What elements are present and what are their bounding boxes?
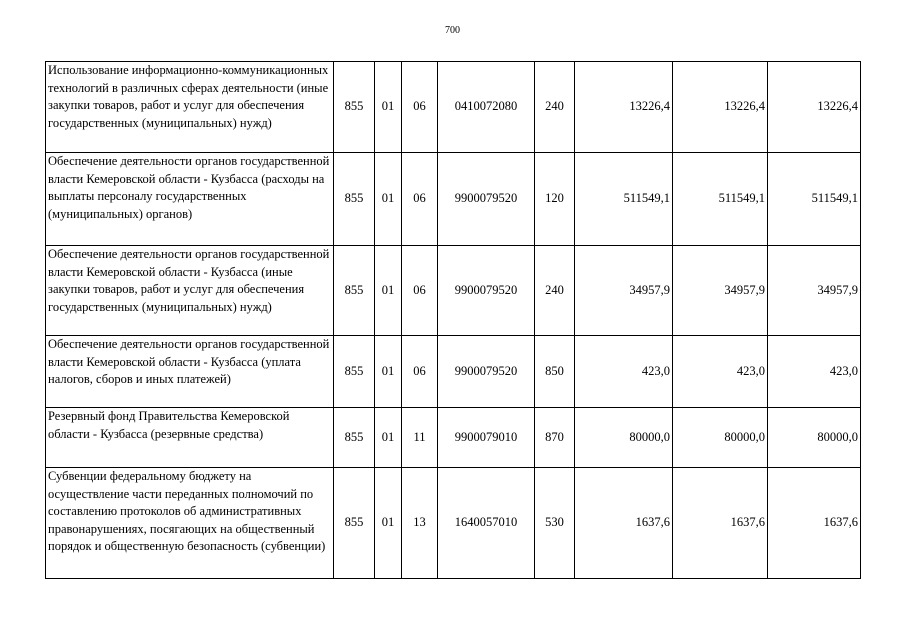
subsection-code-cell: 06	[402, 336, 438, 408]
subsection-code-cell: 06	[402, 62, 438, 153]
section-code-cell: 01	[375, 62, 402, 153]
expense-type-cell: 850	[535, 336, 575, 408]
row-name-cell: Субвенции федеральному бюджету на осуществление части переданных полномочий по составлению протоколов об административных правонарушениях, посягающих на общественный порядок и общественную безопасность (субвенции)	[46, 468, 334, 579]
row-name-cell: Использование информационно-коммуникационных технологий в различных сферах деятельности (иные закупки товаров, работ и услуг для обеспечения государственных (муниципальных) нужд)	[46, 62, 334, 153]
ministry-code-cell: 855	[334, 246, 375, 336]
ministry-code-cell: 855	[334, 408, 375, 468]
section-code-cell: 01	[375, 336, 402, 408]
sum-year3-cell: 80000,0	[768, 408, 861, 468]
sum-year1-cell: 1637,6	[575, 468, 673, 579]
ministry-code-cell: 855	[334, 62, 375, 153]
page-number: 700	[445, 25, 460, 36]
ministry-code-cell: 855	[334, 336, 375, 408]
sum-year1-cell: 34957,9	[575, 246, 673, 336]
expense-type-cell: 240	[535, 246, 575, 336]
section-code-cell: 01	[375, 246, 402, 336]
target-article-cell: 1640057010	[438, 468, 535, 579]
sum-year3-cell: 34957,9	[768, 246, 861, 336]
sum-year1-cell: 511549,1	[575, 153, 673, 246]
sum-year3-cell: 511549,1	[768, 153, 861, 246]
target-article-cell: 9900079520	[438, 153, 535, 246]
table-row	[46, 246, 861, 336]
row-name-cell: Обеспечение деятельности органов государственной власти Кемеровской области - Кузбасса (расходы на выплаты персоналу государственных (муниципальных) органов)	[46, 153, 334, 246]
sum-year2-cell: 423,0	[673, 336, 768, 408]
sum-year1-cell: 423,0	[575, 336, 673, 408]
sum-year2-cell: 13226,4	[673, 62, 768, 153]
sum-year2-cell: 1637,6	[673, 468, 768, 579]
section-code-cell: 01	[375, 468, 402, 579]
row-name-cell: Обеспечение деятельности органов государственной власти Кемеровской области - Кузбасса (иные закупки товаров, работ и услуг для обеспечения государственных (муниципальных) нужд)	[46, 246, 334, 336]
sum-year2-cell: 34957,9	[673, 246, 768, 336]
target-article-cell: 9900079520	[438, 336, 535, 408]
table-row	[46, 408, 861, 468]
sum-year1-cell: 80000,0	[575, 408, 673, 468]
expense-type-cell: 870	[535, 408, 575, 468]
sum-year2-cell: 511549,1	[673, 153, 768, 246]
subsection-code-cell: 06	[402, 153, 438, 246]
row-name-cell: Обеспечение деятельности органов государственной власти Кемеровской области - Кузбасса (уплата налогов, сборов и иных платежей)	[46, 336, 334, 408]
table-row	[46, 62, 861, 153]
expense-type-cell: 240	[535, 62, 575, 153]
target-article-cell: 0410072080	[438, 62, 535, 153]
sum-year3-cell: 423,0	[768, 336, 861, 408]
section-code-cell: 01	[375, 153, 402, 246]
ministry-code-cell: 855	[334, 468, 375, 579]
target-article-cell: 9900079010	[438, 408, 535, 468]
ministry-code-cell: 855	[334, 153, 375, 246]
table-row	[46, 468, 861, 579]
sum-year1-cell: 13226,4	[575, 62, 673, 153]
sum-year3-cell: 1637,6	[768, 468, 861, 579]
budget-table	[45, 61, 861, 579]
expense-type-cell: 120	[535, 153, 575, 246]
row-name-cell: Резервный фонд Правительства Кемеровской области - Кузбасса (резервные средства)	[46, 408, 334, 468]
target-article-cell: 9900079520	[438, 246, 535, 336]
subsection-code-cell: 11	[402, 408, 438, 468]
table-row	[46, 336, 861, 408]
table-row	[46, 153, 861, 246]
sum-year3-cell: 13226,4	[768, 62, 861, 153]
section-code-cell: 01	[375, 408, 402, 468]
expense-type-cell: 530	[535, 468, 575, 579]
subsection-code-cell: 13	[402, 468, 438, 579]
sum-year2-cell: 80000,0	[673, 408, 768, 468]
subsection-code-cell: 06	[402, 246, 438, 336]
